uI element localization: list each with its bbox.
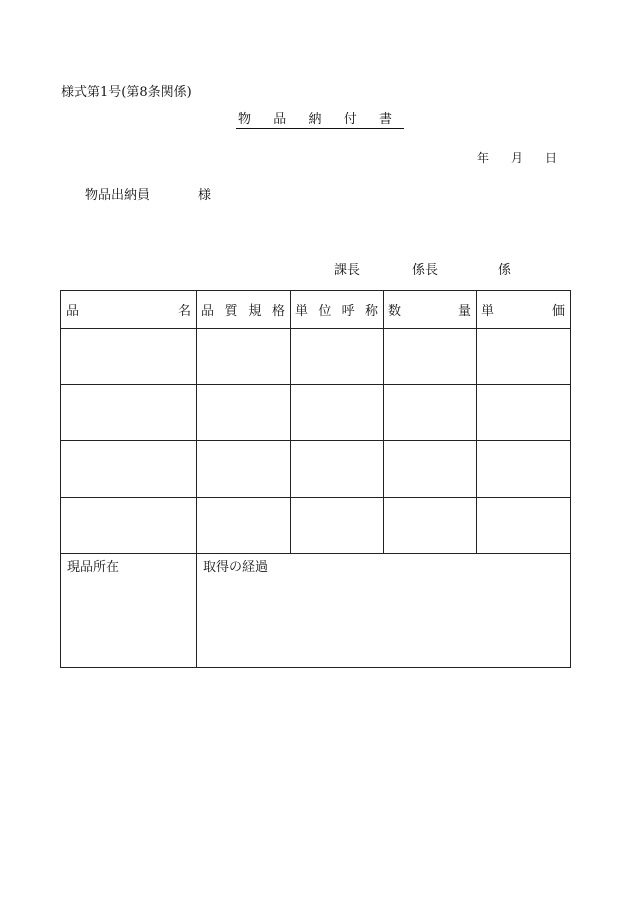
location-label: 現品所在 [67, 560, 120, 575]
header-char: 品 [201, 304, 215, 319]
approval-titles [334, 264, 511, 277]
header-char: 称 [364, 304, 378, 319]
header-char: 単 [295, 304, 309, 319]
title-char: 付 [343, 112, 357, 127]
table-row-divider [61, 384, 570, 385]
title-char: 納 [308, 112, 322, 127]
table-col-divider [290, 291, 291, 553]
header-char: 単 [481, 304, 495, 319]
acquisition-label: 取得の経過 [203, 560, 269, 575]
addressee [85, 189, 211, 202]
form-number: 様式第1号(第8条関係) [61, 85, 192, 100]
table-row-divider [61, 553, 570, 554]
header-unit-name [290, 291, 383, 328]
table-row-divider [61, 440, 570, 441]
header-char: 呼 [341, 304, 355, 319]
table-row-divider [61, 328, 570, 329]
header-char: 数 [388, 304, 402, 319]
title-char: 品 [273, 112, 287, 127]
header-char: 規 [248, 304, 262, 319]
date-month: 月 [511, 151, 524, 165]
header-unit-price [476, 291, 570, 328]
header-char: 品 [66, 304, 80, 319]
table-col-divider [196, 291, 197, 668]
header-item-name [61, 291, 196, 328]
approval-staff: 係 [498, 263, 512, 278]
header-quality-spec [196, 291, 290, 328]
header-char: 価 [551, 304, 565, 319]
header-char: 量 [457, 304, 471, 319]
approval-subsection-chief: 係長 [412, 263, 439, 278]
table-col-divider [476, 291, 477, 553]
approval-section-chief: 課長 [334, 263, 361, 278]
header-quantity [383, 291, 476, 328]
date-line [477, 152, 557, 164]
header-char: 質 [224, 304, 238, 319]
title-char: 書 [378, 112, 392, 127]
addressee-suffix: 様 [198, 188, 212, 203]
header-char: 格 [271, 304, 285, 319]
date-day: 日 [545, 151, 558, 165]
addressee-name: 物品出納員 [85, 188, 151, 203]
table-col-divider [383, 291, 384, 553]
header-char: 位 [318, 304, 332, 319]
date-year: 年 [477, 151, 490, 165]
items-table [60, 290, 571, 668]
document-title [236, 113, 404, 129]
table-row-divider [61, 497, 570, 498]
title-char: 物 [238, 112, 252, 127]
header-char: 名 [177, 304, 191, 319]
